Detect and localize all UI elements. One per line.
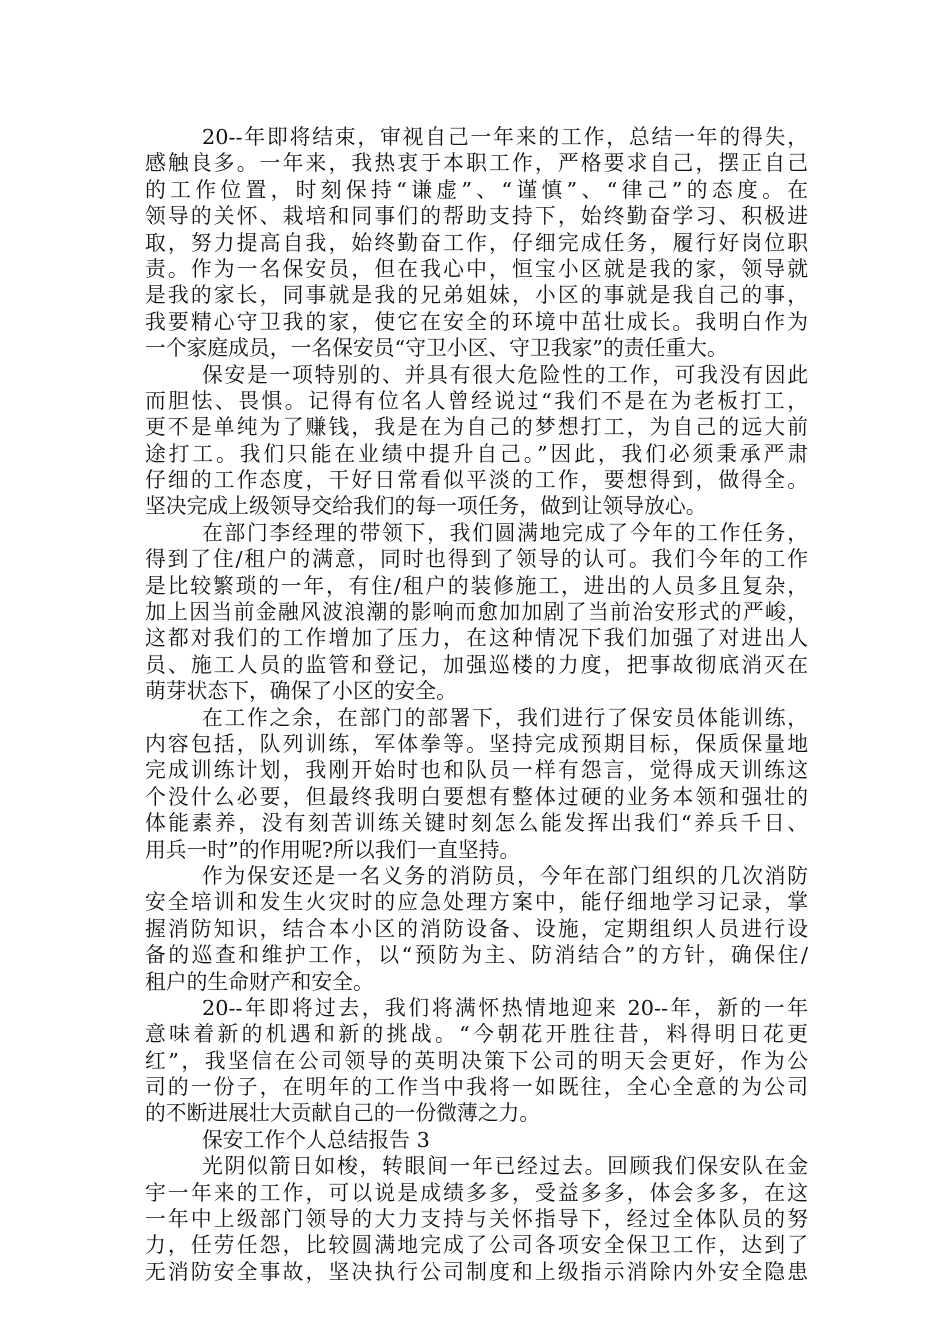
text-line: 保安工作个人总结报告 3	[202, 1127, 430, 1152]
text-line: 20--年即将过去，我们将满怀热情地迎来 20--年，新的一年	[202, 995, 808, 1020]
text-line: 宇一年来的工作，可以说是成绩多多，受益多多，体会多多，在这	[145, 1180, 808, 1205]
text-line: 我要精心守卫我的家，使它在安全的环境中茁壮成长。我明白作为	[145, 309, 808, 334]
text-line: 感触良多。一年来，我热衷于本职工作，严格要求自己，摆正自己	[145, 151, 808, 176]
text-line: 途打工。我们只能在业绩中提升自己。”因此，我们必须秉承严肃	[145, 441, 808, 466]
text-line: 加上因当前金融风波浪潮的影响而愈加加剧了当前治安形式的严峻，	[145, 600, 808, 625]
text-line: 作为保安还是一名义务的消防员，今年在部门组织的几次消防	[202, 863, 808, 888]
text-line: 在工作之余，在部门的部署下，我们进行了保安员体能训练，	[202, 705, 808, 730]
text-line: 一年中上级部门领导的大力支持与关怀指导下，经过全体队员的努	[145, 1207, 808, 1232]
text-line: 一个家庭成员，一名保安员“守卫小区、守卫我家”的责任重大。	[145, 336, 728, 361]
text-line: 萌芽状态下，确保了小区的安全。	[145, 679, 457, 704]
text-line: 的不断进展壮大贡献自己的一份微薄之力。	[145, 1101, 541, 1126]
text-line: 用兵一时”的作用呢?所以我们一直坚持。	[145, 837, 521, 862]
text-line: 员、施工人员的监管和登记，加强巡楼的力度，把事故彻底消灭在	[145, 652, 808, 677]
text-line: 司的一份子，在明年的工作当中我将一如既往，全心全意的为公司	[145, 1075, 808, 1100]
text-line: 取，努力提高自我，始终勤奋工作，仔细完成任务，履行好岗位职	[145, 230, 808, 255]
text-line: 无消防安全事故，坚决执行公司制度和上级指示消除内外安全隐患	[145, 1259, 808, 1284]
text-line: 安全培训和发生火灾时的应急处理方案中，能仔细地学习记录，掌	[145, 890, 808, 915]
text-line: 仔细的工作态度，干好日常看似平淡的工作，要想得到，做得全。	[145, 468, 808, 493]
text-line: 握消防知识，结合本小区的消防设备、设施，定期组织人员进行设	[145, 916, 808, 941]
text-line: 内容包括，队列训练，军体拳等。坚持完成预期目标，保质保量地	[145, 731, 808, 756]
text-line: 坚决完成上级领导交给我们的每一项任务，做到让领导放心。	[145, 494, 707, 519]
text-line: 保安是一项特别的、并具有很大危险性的工作，可我没有因此	[202, 362, 808, 387]
text-line: 租户的生命财产和安全。	[145, 969, 374, 994]
text-line: 得到了住/租户的满意，同时也得到了领导的认可。我们今年的工作	[145, 547, 808, 572]
document-body	[145, 124, 808, 1285]
text-line: 在部门李经理的带领下，我们圆满地完成了今年的工作任务，	[202, 520, 808, 545]
text-line: 这都对我们的工作增加了压力，在这种情况下我们加强了对进出人	[145, 626, 808, 651]
text-line: 而胆怯、畏惧。记得有位名人曾经说过“我们不是在为老板打工，	[145, 388, 808, 413]
text-line: 领导的关怀、栽培和同事们的帮助支持下，始终勤奋学习、积极进	[145, 204, 808, 229]
text-line: 力，任劳任怨，比较圆满地完成了公司各项安全保卫工作，达到了	[145, 1233, 808, 1258]
text-line: 备的巡查和维护工作，以“预防为主、防消结合”的方针，确保住/	[145, 943, 808, 968]
text-line: 的工作位置，时刻保持“谦虚”、“谨慎”、“律己”的态度。在	[145, 177, 808, 202]
text-line: 更不是单纯为了赚钱，我是在为自己的梦想打工，为自己的远大前	[145, 415, 808, 440]
text-line: 是比较繁琐的一年，有住/租户的装修施工，进出的人员多且复杂，	[145, 573, 808, 598]
text-line: 责。作为一名保安员，但在我心中，恒宝小区就是我的家，领导就	[145, 256, 808, 281]
text-line: 意味着新的机遇和新的挑战。“今朝花开胜往昔，料得明日花更	[145, 1022, 808, 1047]
text-line: 是我的家长，同事就是我的兄弟姐妹，小区的事就是我自己的事，	[145, 283, 808, 308]
text-line: 个没什么必要，但最终我明白要想有整体过硬的业务本领和强壮的	[145, 784, 808, 809]
text-line: 光阴似箭日如梭，转眼间一年已经过去。回顾我们保安队在金	[202, 1154, 808, 1179]
text-line: 红”，我坚信在公司领导的英明决策下公司的明天会更好，作为公	[145, 1048, 808, 1073]
text-line: 20--年即将结束，审视自己一年来的工作，总结一年的得失，	[202, 125, 808, 149]
text-line: 完成训练计划，我刚开始时也和队员一样有怨言，觉得成天训练这	[145, 758, 808, 783]
text-line: 体能素养，没有刻苦训练关键时刻怎么能发挥出我们“养兵千日、	[145, 811, 808, 836]
